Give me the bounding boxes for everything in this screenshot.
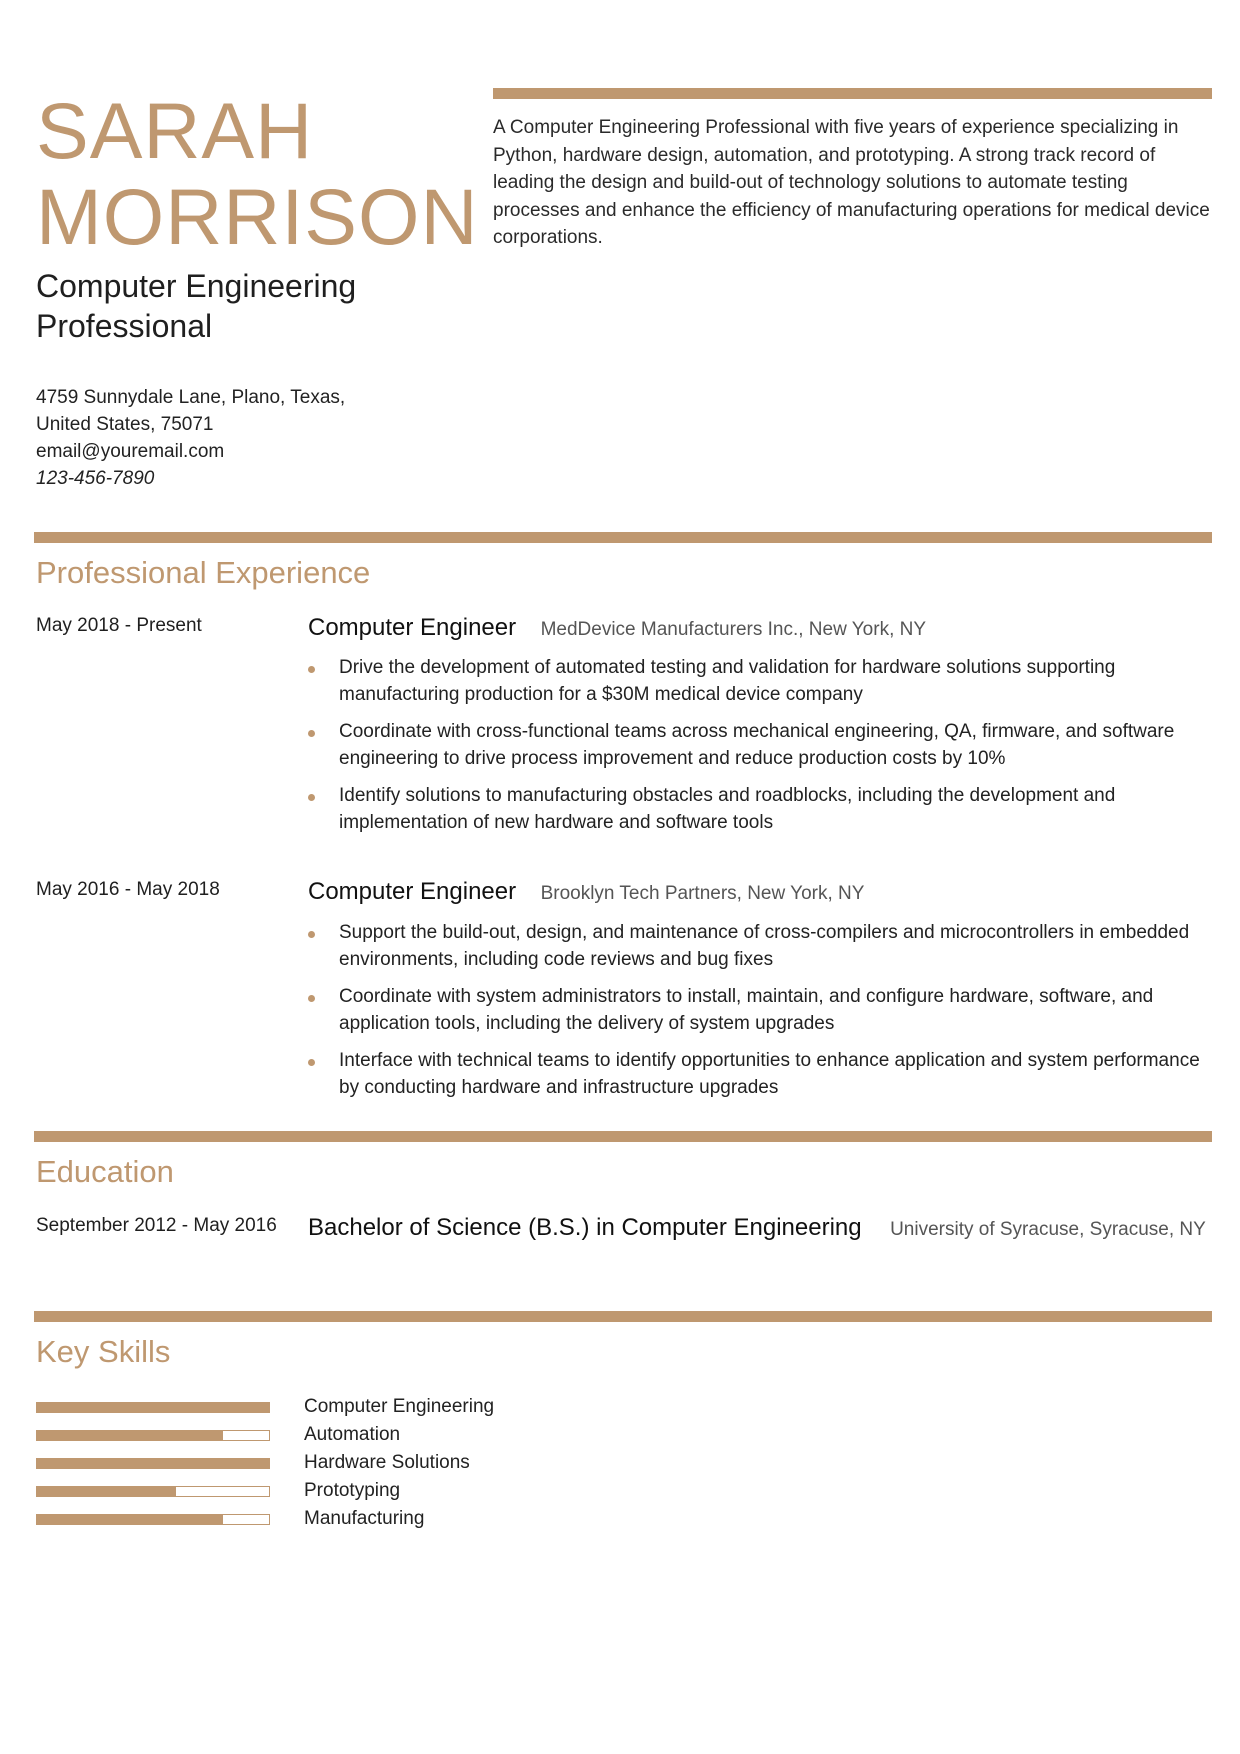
skill-name: Computer Engineering	[304, 1396, 495, 1417]
skill-level-fill	[37, 1487, 176, 1496]
education-school: University of Syracuse, Syracuse, NY	[890, 1219, 1206, 1240]
education-header	[308, 1214, 1206, 1242]
candidate-name	[36, 88, 479, 260]
skill-level-fill	[37, 1431, 223, 1440]
skill-level-bar	[36, 1402, 270, 1413]
contact-info	[36, 384, 396, 492]
bullet-dot-icon	[308, 794, 315, 801]
job-title: Computer Engineering Professional	[36, 268, 357, 344]
bullet-dot-icon	[308, 1059, 315, 1066]
education-divider	[34, 1131, 1212, 1142]
skill-level-bar	[36, 1458, 270, 1469]
professional-summary: A Computer Engineering Professional with five years of experience specializing in Python, hardware design, automation, and prototyping. A strong track record of leading the design and build-out of technology solutions to automate testing processes and enhance the efficiency of manufacturing operations for medical device corporations.	[493, 117, 1210, 248]
education-degree: Bachelor of Science (B.S.) in Computer Engineering	[308, 1214, 862, 1241]
job-1-bullets	[308, 654, 1213, 846]
skill-name: Hardware Solutions	[304, 1452, 470, 1473]
list-item: Support the build-out, design, and maintenance of cross-compilers and microcontrollers in embedded environments, including code reviews and bug fixes	[308, 919, 1213, 973]
skill-name: Manufacturing	[304, 1508, 425, 1529]
address: 4759 Sunnydale Lane, Plano, Texas, United States, 75071	[36, 387, 346, 435]
job-2-bullets	[308, 919, 1213, 1111]
list-item: Coordinate with cross-functional teams across mechanical engineering, QA, firmware, and software engineering to drive process improvement and reduce production costs by 10%	[308, 718, 1213, 772]
list-item: Coordinate with system administrators to install, maintain, and configure hardware, software, and application tools, including the delivery of system upgrades	[308, 983, 1213, 1037]
job-1-org: MedDevice Manufacturers Inc., New York, NY	[540, 619, 927, 640]
skill-level-bar	[36, 1514, 270, 1525]
skill-row	[36, 1478, 516, 1504]
education-dates: September 2012 - May 2016	[36, 1215, 277, 1236]
job-2-role: Computer Engineer	[308, 878, 517, 905]
bullet-dot-icon	[308, 995, 315, 1002]
email: email@youremail.com	[36, 441, 225, 462]
last-name: MORRISON	[36, 172, 479, 261]
summary-divider	[493, 88, 1212, 99]
skill-name: Prototyping	[304, 1480, 401, 1501]
list-item: Drive the development of automated testing and validation for hardware solutions supporting manufacturing production for a $30M medical device company	[308, 654, 1213, 708]
skill-name: Automation	[304, 1424, 401, 1445]
bullet-dot-icon	[308, 730, 315, 737]
skill-row	[36, 1506, 516, 1532]
first-name: SARAH	[36, 86, 314, 175]
job-1-dates: May 2018 - Present	[36, 615, 202, 636]
job-1-header	[308, 614, 926, 642]
skills-heading: Key Skills	[36, 1334, 171, 1369]
bullet-dot-icon	[308, 931, 315, 938]
skill-level-bar	[36, 1430, 270, 1441]
skills-divider	[34, 1311, 1212, 1322]
skill-row	[36, 1450, 516, 1476]
skill-level-fill	[37, 1459, 269, 1468]
job-2-dates: May 2016 - May 2018	[36, 879, 220, 900]
job-2-org: Brooklyn Tech Partners, New York, NY	[540, 883, 865, 904]
education-heading: Education	[36, 1154, 174, 1189]
skill-level-bar	[36, 1486, 270, 1497]
job-2-header	[308, 878, 864, 906]
job-1-role: Computer Engineer	[308, 614, 517, 641]
skill-row	[36, 1422, 516, 1448]
list-item: Identify solutions to manufacturing obstacles and roadblocks, including the development and implementation of new hardware and software tools	[308, 782, 1213, 836]
phone: 123-456-7890	[36, 468, 155, 489]
list-item: Interface with technical teams to identify opportunities to enhance application and system performance by conducting hardware and infrastructure upgrades	[308, 1047, 1213, 1101]
experience-heading: Professional Experience	[36, 555, 371, 590]
experience-divider	[34, 532, 1212, 543]
skill-level-fill	[37, 1515, 223, 1524]
skill-row	[36, 1394, 516, 1420]
bullet-dot-icon	[308, 666, 315, 673]
skill-level-fill	[37, 1403, 269, 1412]
